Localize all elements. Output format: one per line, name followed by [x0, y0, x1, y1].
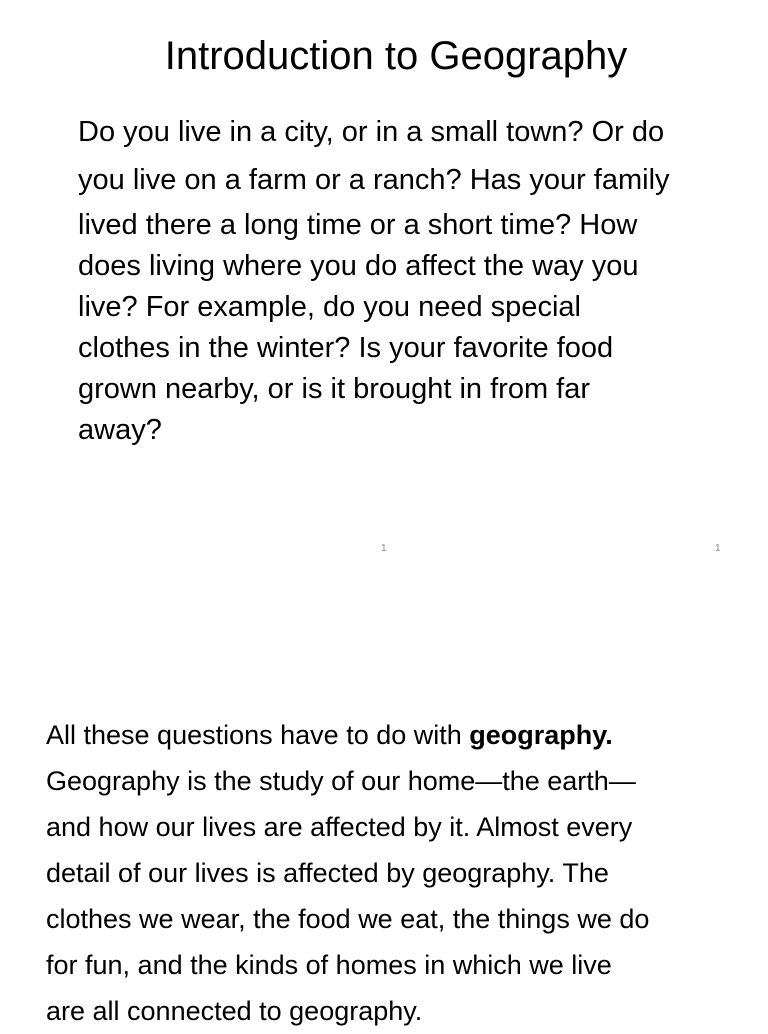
geography-line: Geography is the study of our home—the earth— — [46, 766, 636, 796]
intro-line: live? For example, do you need special — [78, 291, 581, 323]
bold-term: geography. — [469, 720, 613, 750]
intro-line: you live on a farm or a ranch? Has your family — [78, 164, 670, 196]
slide-title: Introduction to Geography — [164, 34, 628, 78]
page-number: 1 — [381, 543, 387, 554]
intro-line: grown nearby, or is it brought in from far — [78, 373, 591, 405]
intro-line: clothes in the winter? Is your favorite food — [78, 332, 614, 364]
page-number: 1 — [715, 543, 721, 554]
slide-2 — [0, 576, 768, 1024]
intro-paragraph — [78, 108, 738, 451]
line-prefix: All these questions have to do with — [46, 720, 470, 750]
geography-paragraph — [46, 712, 746, 1034]
geography-line — [46, 712, 746, 758]
geography-line: are all connected to geography. — [46, 996, 423, 1026]
intro-line: Do you live in a city, or in a small town? Or do — [78, 116, 665, 148]
geography-line: clothes we wear, the food we eat, the things we do — [46, 904, 650, 934]
geography-line: detail of our lives is affected by geography. The — [46, 858, 609, 888]
geography-line: and how our lives are affected by it. Almost every — [46, 812, 633, 842]
intro-line: does living where you do affect the way you — [78, 250, 639, 282]
intro-line: away? — [78, 414, 162, 446]
geography-line: for fun, and the kinds of homes in which we live — [46, 950, 612, 980]
intro-line: lived there a long time or a short time? How — [78, 209, 638, 241]
